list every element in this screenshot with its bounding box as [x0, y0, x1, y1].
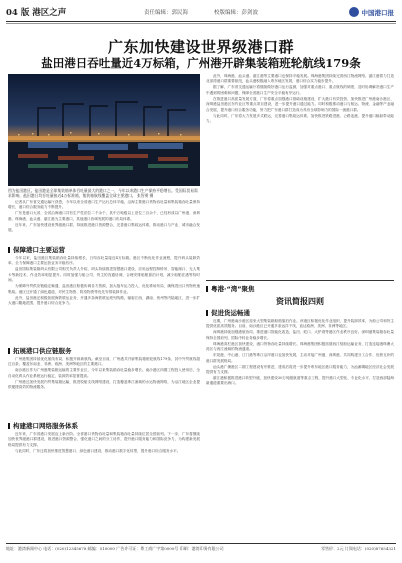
paragraph: 与此同时，广东还将加快推进智慧港口、绿色港口建设，推动港口数字化转型，提升港口综合服务水平。: [15, 448, 181, 453]
header-rule-thin: [6, 23, 396, 24]
paragraph: 在推进港口高质量发展方面，广东将重点加强港口基础设施建设，扩大港口有效投资，加快推进广州港南沙港区、深圳港盐田港区东作业区等重点项目建设，进一步提升港口通过能力。同时积极推动港口与航运、物流、金融等产业融合发展，提升港口综合服务功能，努力把广东港口群打造成为具有全球影响力的国际一流港口群。: [206, 96, 394, 112]
paragraph: 此外，盐田港还积极拓展海铁联运业务，开通多条海铁联运班列线路，辐射江西、湖南、贵州等内陆地区，进一步扩大港口腹地范围，提升港口综合竞争力。: [8, 295, 200, 306]
paragraph: 为保障外贸供应链稳定畅通，盐田港区积极协调各方资源，加大拖车运力投入，优化堆场布局，确保进出口货物快速集疏。港区还开通了绿色通道，对民生物资、防疫物资等优先安排装卸作业。: [8, 284, 200, 294]
paragraph: 盐田国际集装箱码头有限公司相关负责人介绍，码头持续推进智慧港口建设，应用远程控制桥吊、智能闸口、无人集卡等新技术，作业效率明显提升。同时加强与船公司、货主的沟通协调，合理安排船舶靠泊计划，减少船舶在港等待时间。: [8, 267, 200, 283]
right-block-heading: 资讯简报四则: [276, 296, 324, 306]
header-rule: [6, 21, 396, 22]
paragraph: 汕头港广澳港区二期工程建设有序推进，建成后将进一步提升粤东地区港口服务能力，为汕潮揭地区经济社会发展提供有力支撑。: [206, 364, 394, 375]
paragraph: 近年来，广东省港口发展迈上新台阶。全省港口货物吞吐量和集装箱吞吐量持续位居全国前列。下一步，广东将继续加快世界级港口群建设，推进港口资源整合，强化港口之间的分工协作，提升港口服务能力和国际竞争力，为构建新发展格局提供有力支撑。: [8, 432, 200, 447]
paragraph: 东莞港、中山港、江门港等珠江沿岸港口也加快发展，主动对接广州港、深圳港，共同构建分工合作、优势互补的港口群发展格局。: [206, 353, 394, 363]
paragraph: 此外，珠海港、汕头港、湛江港等主要港口也保持平稳发展。珠海港集团持续完善西江物流网络，湛江港着力打造北部湾港口群重要枢纽，汕头港积极融入粤东地区发展，港口综合实力稳步提升。: [206, 74, 394, 84]
page-number: [6, 6, 66, 18]
logo-icon: [349, 7, 359, 17]
footer-price: 零售价：2元 订阅电话：(020)87654321: [321, 546, 396, 551]
footer-rule: [6, 543, 396, 544]
footer-info: 地址：港湾新闻中心 电话：(020)12345678 邮编：510000 广告许可证：粤工商广字第0000号 印刷：港湾印务有限公司: [6, 546, 224, 551]
port-photo: [8, 74, 200, 186]
paragraph: 今年以来，盐田港区集装箱吞吐量持续增长，日均吞吐量接近4万标箱。港区不断优化作业流程，提升码头装卸效率，全力保障港口主要运营业务平稳有序。: [8, 256, 200, 266]
paragraph: 据了解，广东省交通运输厅将继续做好港口运行监测，加强对重点港口、重点航线的调度，及时协调解决港口生产中遇到的困难和问题，保障全省港口生产安全平稳有序运行。: [206, 85, 394, 95]
paragraph: 与此同时，广东将大力发展多式联运，完善港口集疏运体系，加快推进铁路进港、公路连港，提升港口辐射带动能力。: [206, 113, 394, 124]
paragraph: 湛江港积极推进港口转型升级，加快建设30万吨级航道等重点工程，提升港口大型化、专业化水平，打造西部陆海新通道重要出海口。: [206, 376, 394, 386]
right-block-rule: [206, 280, 394, 281]
page-number-value: 04: [6, 8, 18, 18]
article-section-2: [8, 357, 200, 417]
paragraph: 广州港集团持续优化航线布局，积极开辟新航线。截至目前，广州港共开辟集装箱班轮航线179条，其中外贸航线超过百条，覆盖东南亚、非洲、欧洲、美洲等地区的主要港口。: [8, 357, 200, 367]
right-block-label: 粤港·“湾”聚焦: [206, 284, 255, 293]
article-column-right-top: [206, 74, 394, 274]
paragraph: 记者从广东省交通运输厅获悉，今年以来全省港口生产运行总体平稳，沿海主要港口货物吞吐量和集装箱吞吐量保持增长，港口综合服务能力不断提升。: [8, 200, 200, 210]
right-block-title: 促进货运畅通: [206, 308, 250, 317]
paragraph: 近期，广州港南沙港区迎来大型集装箱船舶靠泊作业。该港区积极优化作业组织，提升装卸效率，为船公司和货主提供优质高效服务。目前，南沙港区已开通多条远洋干线，直达欧洲、美洲、非洲等地区。: [206, 319, 394, 329]
paragraph: 广东是港口大省，全省沿海港口共有生产性泊位二千余个，其中万吨级以上泊位三百余个，已经形成以广州港、深圳港、珠海港、汕头港、湛江港为主要港口，其他港口协调发展的港口布局体系。: [8, 211, 200, 221]
article-intro: [8, 200, 200, 242]
article-column-right-bottom: [206, 319, 394, 540]
proofreader-credit: 校版编辑：彭剑波: [214, 10, 259, 16]
paragraph: 珠海港高栏港区加快建设，港口货物吞吐量持续增长。珠海港集团积极拓展西江驳船运输业务，打造连接港珠澳大湾区与西江流域的物流通道。: [206, 341, 394, 352]
paragraph: 广州港还加快发展内贸集装箱运输，推进驳船支线网络建设，打造覆盖珠江流域的水运物流网络，为沿江地区企业提供便捷高效的物流服务。: [8, 379, 200, 390]
paragraph: 南沙港区作为广州港集装箱运输的主要作业区，今年以来集装箱吞吐量稳步增长。南沙港区四期工程投入使用后，全自动化码头作业系统运行稳定，装卸效率显著提高。: [8, 368, 200, 378]
headline-sub: 盐田港日吞吐量近4万标箱，广州港开辟集装箱班轮航线179条: [41, 56, 361, 70]
article-section-1: [8, 256, 200, 342]
editor-credit: 责任编辑：郭民海: [144, 10, 189, 16]
logo-text: 中国港口报: [361, 8, 394, 17]
paragraph: 近年来，广东加快建设世界级港口群，持续推进港口资源整合，完善港口集疏运体系，推动港口与产业、城市融合发展。: [8, 222, 200, 233]
section-title-2: 拓展港口供应链服务: [8, 346, 72, 355]
newspaper-logo: [349, 6, 395, 18]
section-name: 版 港区之声: [20, 8, 67, 18]
page-header: [6, 6, 396, 22]
headline-main: 广东加快建设世界级港口群: [107, 38, 294, 56]
photo-caption: 图为盐田港区。盐田港是全球集装箱单体吞吐量最大的港口之一，今年以来港口生产保持平稳增长。受国际贸易需求影响，盐田港日均吞吐量接近4万标准箱，集装箱航线覆盖全球主要港口。 张智勇 摄: [8, 188, 198, 198]
section-title-1: 保障港口主要运营: [8, 245, 65, 254]
section-title-3: 构建港口网络服务体系: [8, 421, 78, 430]
article-section-3: [8, 432, 200, 540]
paragraph: 深圳港持续加强港航协同，推进港口智能化改造，盐田、蛇口、大铲湾等港区作业秩序良好。深圳港集装箱吞吐量保持全国前列，国际中转业务稳步增长。: [206, 330, 394, 340]
